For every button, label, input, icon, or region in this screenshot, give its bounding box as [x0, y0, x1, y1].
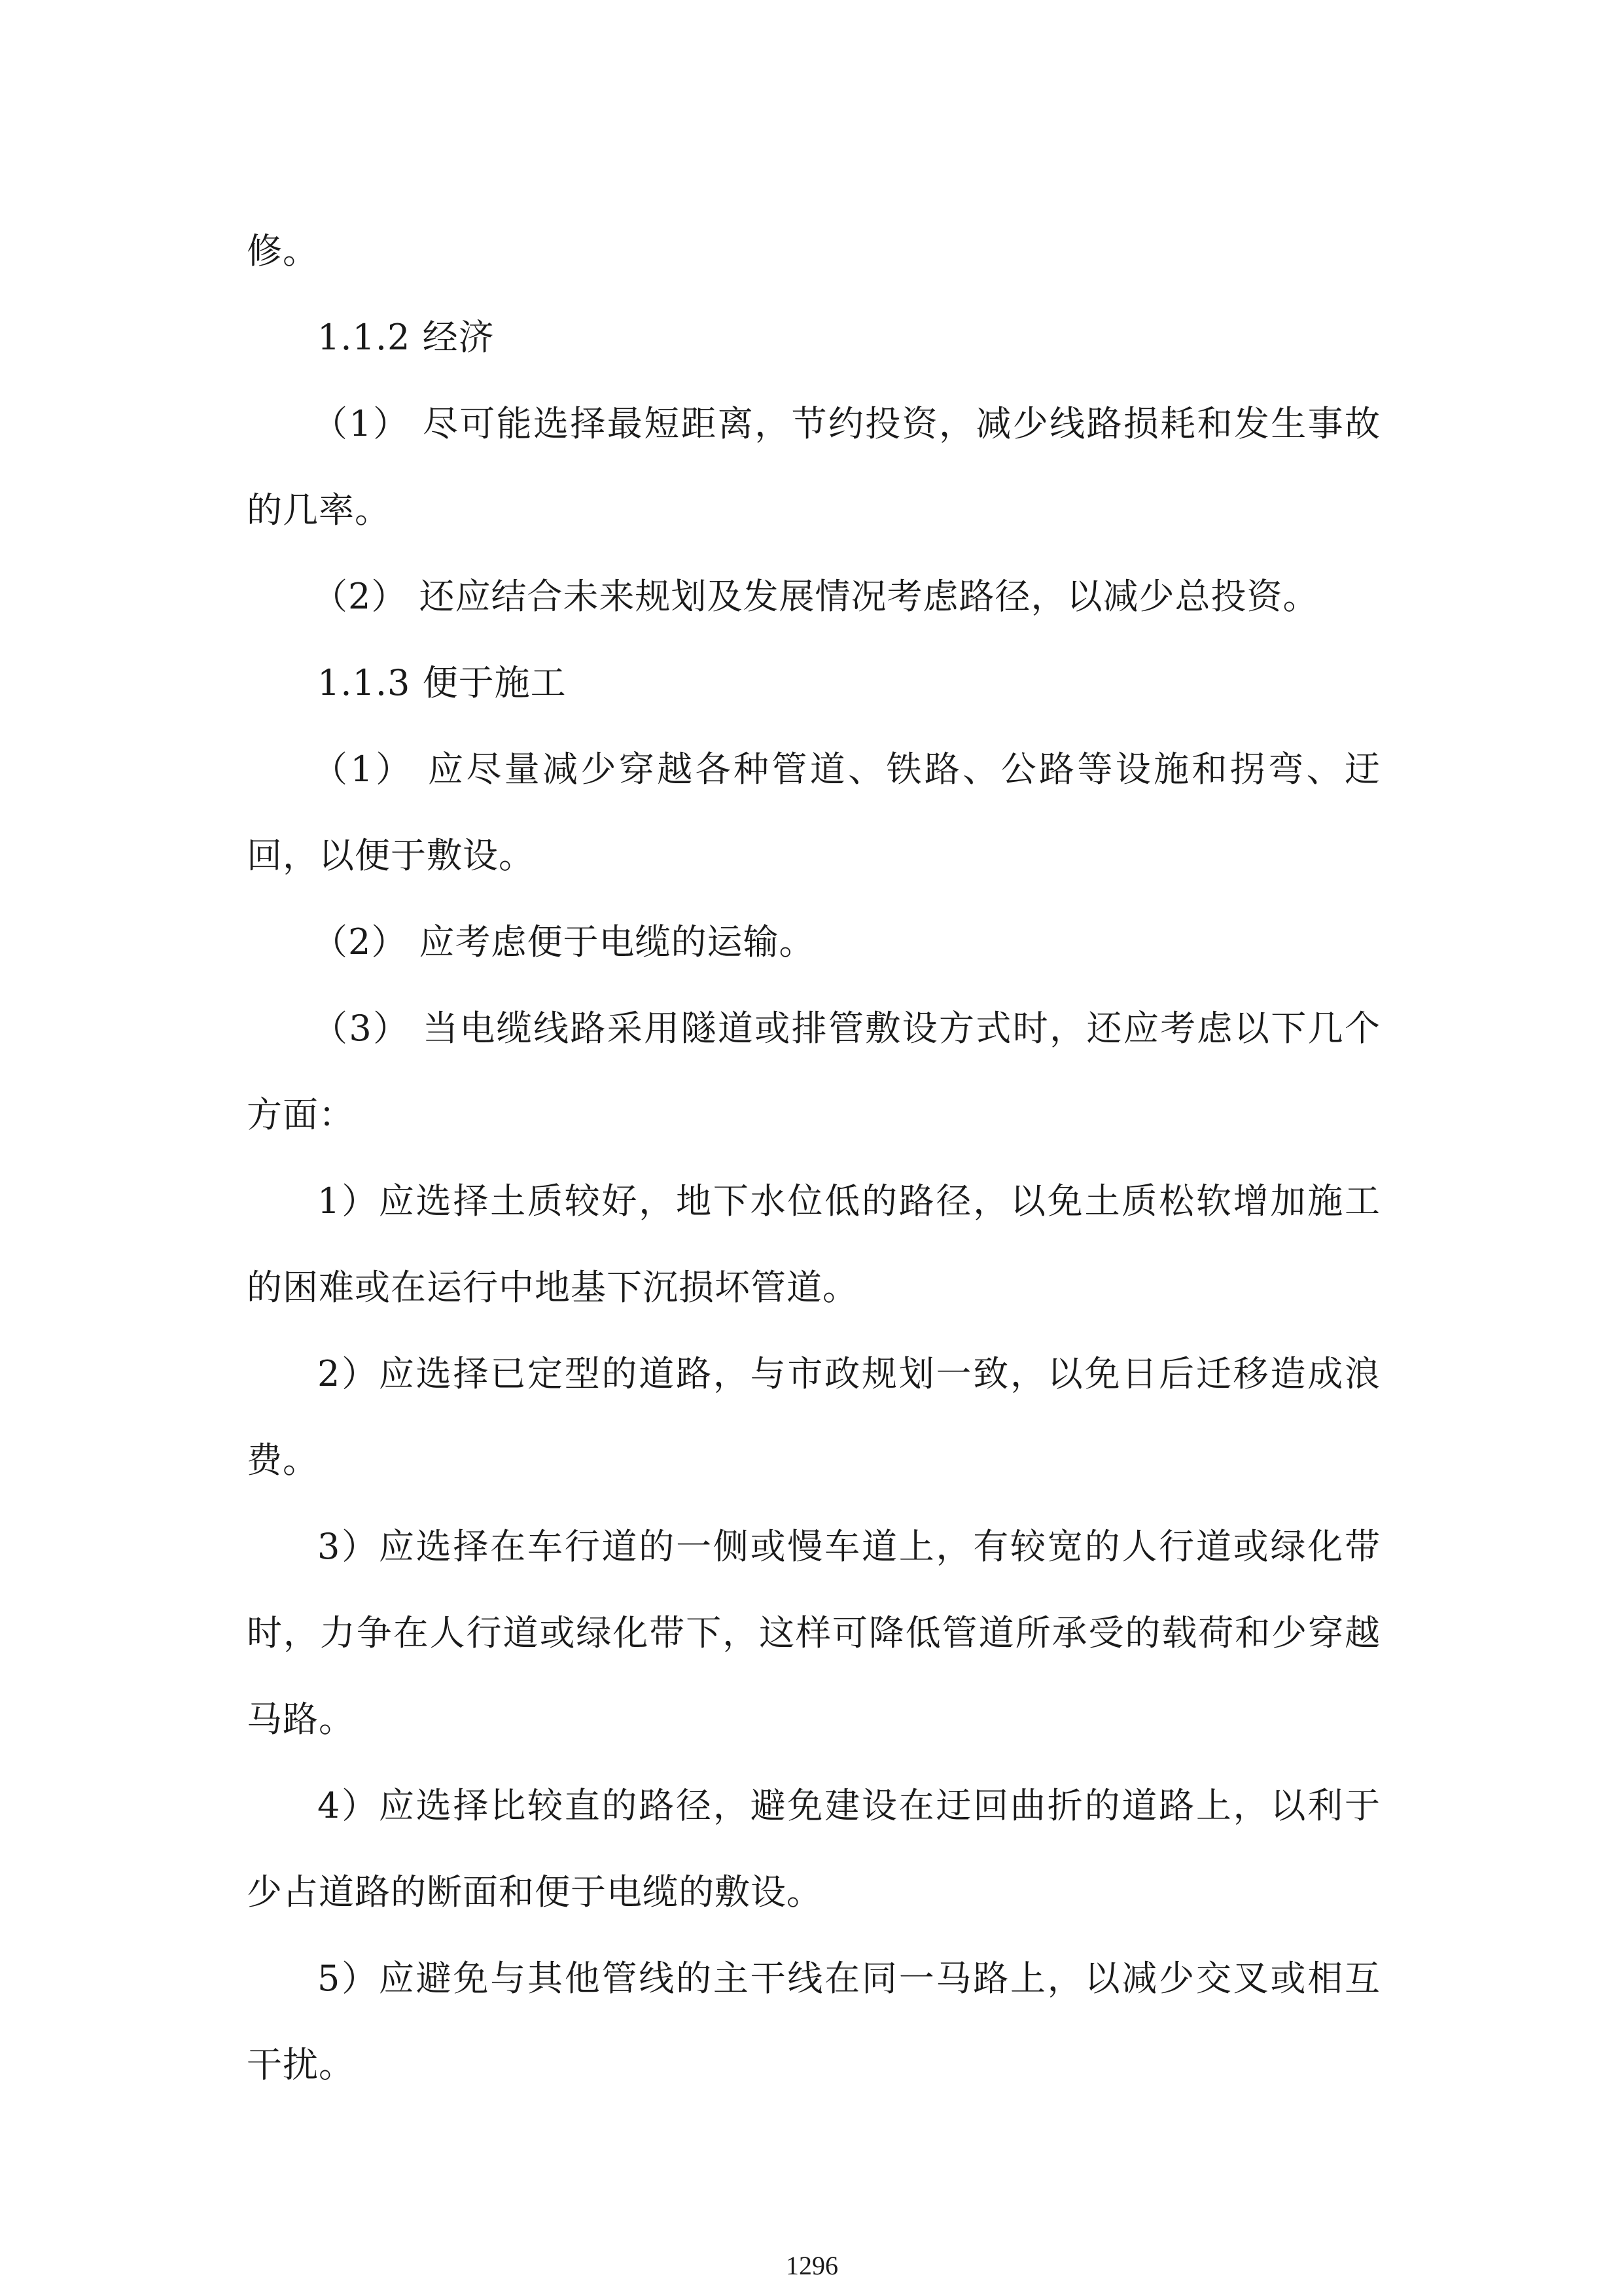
list-item-1: 1）应选择土质较好，地下水位低的路径，以免土质松软增加施工的困难或在运行中地基下沉损坏管道。 — [247, 1180, 1381, 1308]
paragraph-economy-1: （1） 尽可能选择最短距离，节约投资，减少线路损耗和发生事故的几率。 — [247, 403, 1381, 531]
list-item-2: 2）应选择已定型的道路，与市政规划一致，以免日后迁移造成浪费。 — [247, 1353, 1381, 1481]
paragraph-construction-3: （3） 当电缆线路采用隧道或排管敷设方式时，还应考虑以下几个方面： — [247, 1008, 1381, 1135]
list-item-3: 3）应选择在车行道的一侧或慢车道上，有较宽的人行道或绿化带时，力争在人行道或绿化带下，这样可降低管道所承受的载荷和少穿越马路。 — [247, 1526, 1381, 1740]
paragraph-economy-2: （2） 还应结合未来规划及发展情况考虑路径，以减少总投资。 — [312, 576, 1319, 617]
list-item-4: 4）应选择比较直的路径，避免建设在迂回曲折的道路上，以利于少占道路的断面和便于电缆的敷设。 — [247, 1785, 1381, 1913]
section-heading-1-1-2: 1.1.2 经济 — [317, 317, 495, 358]
paragraph-construction-2: （2） 应考虑便于电缆的运输。 — [312, 921, 815, 963]
paragraph-construction-1: （1） 应尽量减少穿越各种管道、铁路、公路等设施和拐弯、迂回，以便于敷设。 — [247, 749, 1381, 876]
list-item-5: 5）应避免与其他管线的主干线在同一马路上，以减少交叉或相互干扰。 — [247, 1958, 1381, 2085]
page-number: 1296 — [786, 2251, 838, 2280]
document-body — [247, 208, 1381, 2108]
paragraph-continuation: 修。 — [247, 230, 319, 272]
section-heading-1-1-3: 1.1.3 便于施工 — [317, 662, 567, 703]
